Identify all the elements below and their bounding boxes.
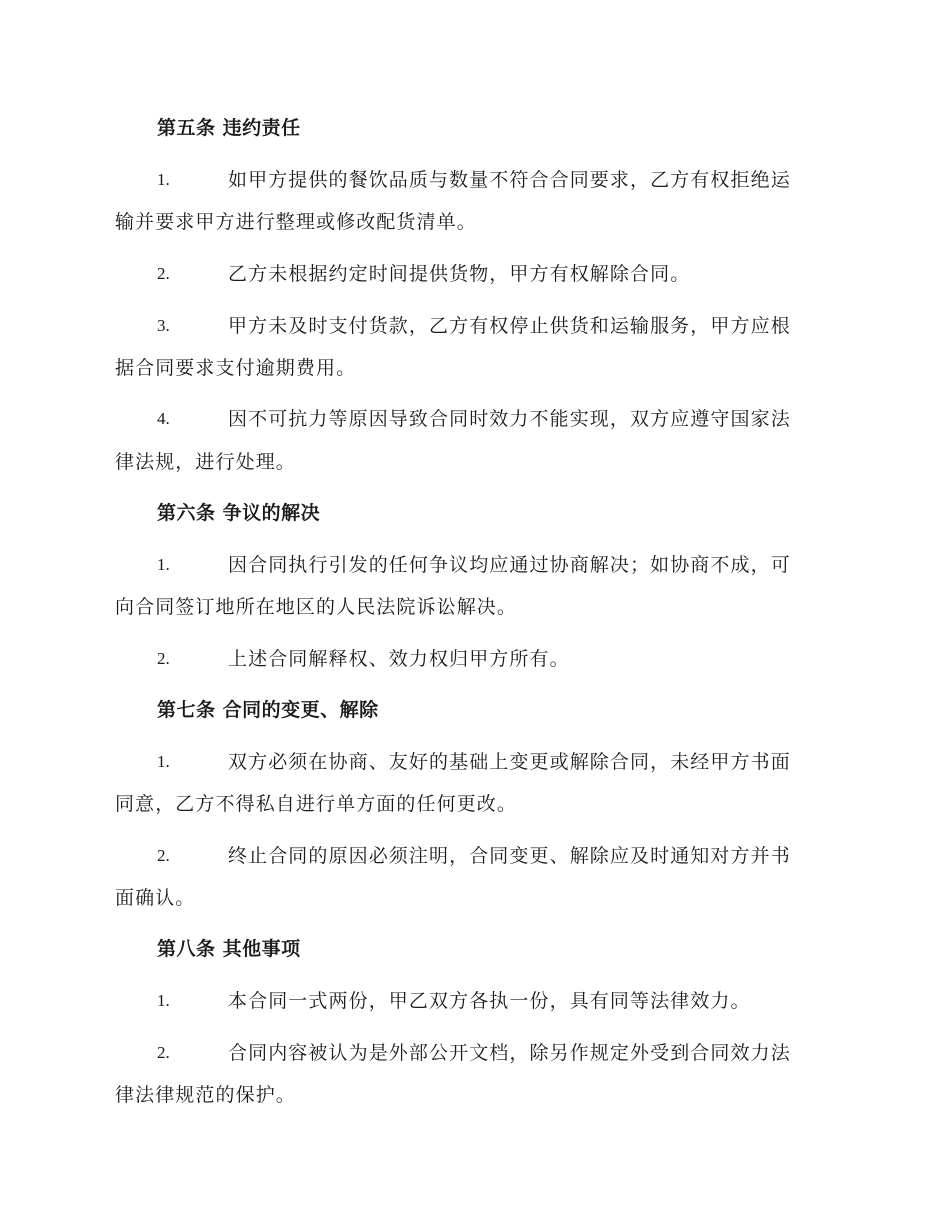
item-number: 2. [157, 1043, 170, 1062]
item-text: 如甲方提供的餐饮品质与数量不符合合同要求，乙方有权拒绝运 [228, 169, 791, 191]
section-heading: 第八条 其他事项 [157, 938, 301, 960]
item-number: 2. [157, 264, 170, 283]
item-number: 1. [157, 991, 170, 1010]
item-text: 终止合同的原因必须注明，合同变更、解除应及时通知对方并书 [228, 845, 791, 867]
item-text-continued: 律法律规范的保护。 [115, 1084, 296, 1106]
item-text: 因合同执行引发的任何争议均应通过协商解决；如协商不成，可 [228, 554, 791, 576]
item-text-continued: 同意，乙方不得私自进行单方面的任何更改。 [115, 793, 518, 815]
section-heading: 第六条 争议的解决 [157, 502, 321, 524]
item-text: 双方必须在协商、友好的基础上变更或解除合同，未经甲方书面 [228, 751, 791, 773]
item-number: 3. [157, 316, 170, 335]
item-text: 本合同一式两份，甲乙双方各执一份，具有同等法律效力。 [228, 990, 751, 1012]
section-heading: 第七条 合同的变更、解除 [157, 699, 379, 721]
item-text-continued: 律法规，进行处理。 [115, 451, 296, 473]
item-text: 上述合同解释权、效力权归甲方所有。 [228, 648, 570, 670]
item-text-continued: 面确认。 [115, 887, 196, 909]
item-number: 1. [157, 752, 170, 771]
item-number: 4. [157, 409, 170, 428]
item-text: 因不可抗力等原因导致合同时效力不能实现，双方应遵守国家法 [228, 408, 791, 430]
item-number: 2. [157, 846, 170, 865]
item-text-continued: 据合同要求支付逾期费用。 [115, 357, 357, 379]
item-text: 合同内容被认为是外部公开文档，除另作规定外受到合同效力法 [228, 1042, 791, 1064]
item-number: 1. [157, 170, 170, 189]
item-number: 2. [157, 649, 170, 668]
item-text: 甲方未及时支付货款，乙方有权停止供货和运输服务，甲方应根 [228, 315, 791, 337]
item-text: 乙方未根据约定时间提供货物，甲方有权解除合同。 [228, 263, 691, 285]
item-text-continued: 输并要求甲方进行整理或修改配货清单。 [115, 211, 477, 233]
item-number: 1. [157, 555, 170, 574]
section-heading: 第五条 违约责任 [157, 117, 301, 139]
item-text-continued: 向合同签订地所在地区的人民法院诉讼解决。 [115, 596, 518, 618]
